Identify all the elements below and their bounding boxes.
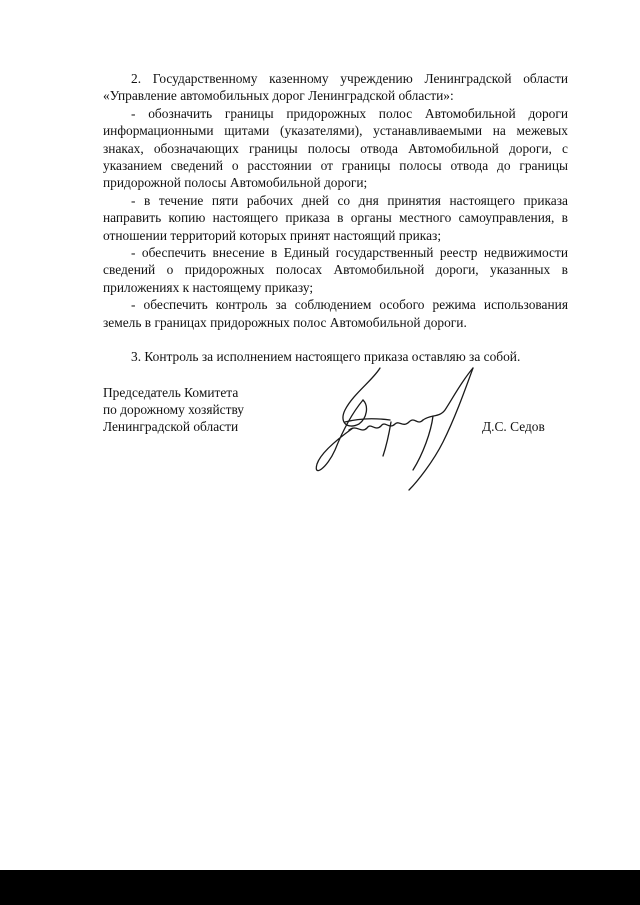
signatory-title-line: Председатель Комитета xyxy=(103,385,239,400)
paragraph-2-intro: 2. Государственному казенному учреждению Ленинградской области «Управление автомобильных дорог Ленинградской области»: xyxy=(103,71,568,104)
document-body xyxy=(103,70,568,366)
signatory-title xyxy=(103,384,303,435)
signatory-title-line: Ленинградской области xyxy=(103,419,239,434)
scan-edge-bar xyxy=(0,870,640,905)
paragraph-2-item-control: - обеспечить контроль за соблюдением особого режима использования земель в границах придорожных полос Автомобильной дороги. xyxy=(103,297,568,330)
signer-name: Д.С. Седов xyxy=(482,419,545,434)
handwritten-signature xyxy=(305,360,485,495)
paragraph-3: 3. Контроль за исполнением настоящего приказа оставляю за собой. xyxy=(131,349,521,365)
paragraph-2-item-send-copy: - в течение пяти рабочих дней со дня принятия настоящего приказа направить копию настоящего приказа в органы местного самоуправления, в отношении территорий которых принят настоящий приказ; xyxy=(103,192,568,243)
paragraph-2-item-boundaries: - обозначить границы придорожных полос Автомобильной дороги информационными щитами (указателями), устанавливаемыми на межевых знаках, обозначающих границы полосы отвода Автомобильной дороги, с указанием сведений о расстоянии от границы полосы отвода до границы придорожной полосы Автомобильной дороги; xyxy=(103,105,568,191)
paragraph-2-item-registry: - обеспечить внесение в Единый государственный реестр недвижимости сведений о придорожных полосах Автомобильной дороги, указанных в приложениях к настоящему приказу; xyxy=(103,245,568,295)
signatory-title-line: по дорожному хозяйству xyxy=(103,402,244,417)
